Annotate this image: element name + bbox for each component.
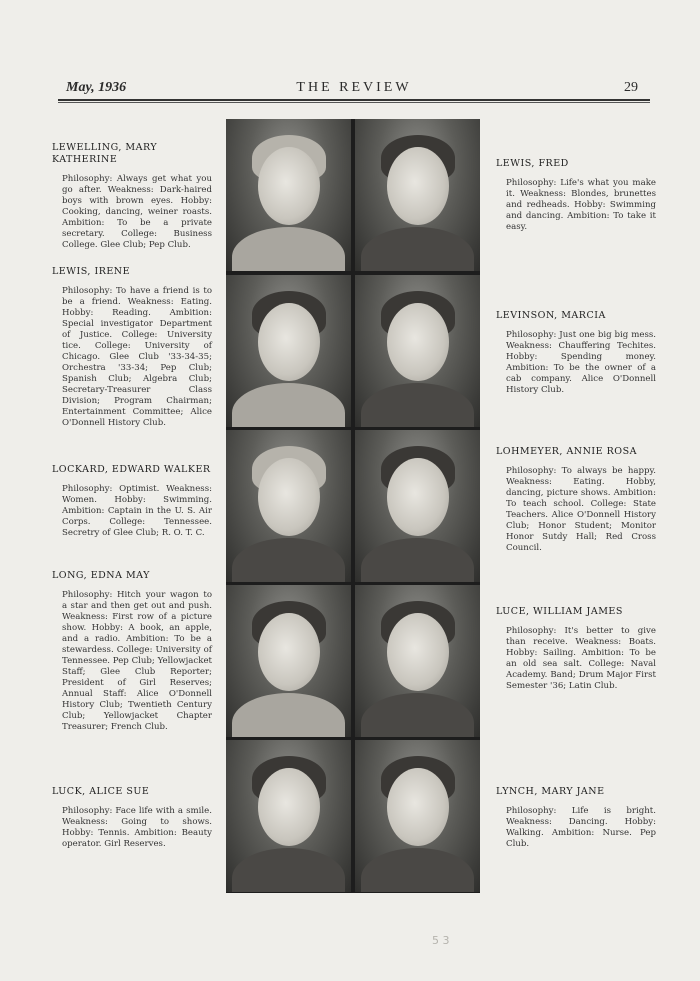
student-entry: [496, 606, 656, 692]
student-name: LOHMEYER, ANNIE ROSA: [496, 446, 637, 457]
publication-title: THE REVIEW: [296, 80, 412, 95]
student-name: LONG, EDNA MAY: [52, 570, 150, 581]
page-number: 29: [624, 80, 638, 95]
portrait-photo: [226, 430, 351, 582]
portrait-photo: [355, 740, 480, 892]
portrait-photo: [226, 275, 351, 427]
student-name: LEWELLING, MARY KATHERINE: [52, 142, 158, 165]
student-entry: [496, 786, 656, 850]
student-name: LYNCH, MARY JANE: [496, 786, 605, 797]
portrait-grid: [226, 119, 480, 893]
student-bio: Philosophy: Life is bright. Weakness: Dancing. Hobby: Walking. Ambition: Nurse. Pep Club.: [506, 806, 656, 849]
portrait-photo: [226, 585, 351, 737]
student-entry: [496, 310, 656, 396]
student-name: LOCKARD, EDWARD WALKER: [52, 464, 211, 475]
student-entry: [52, 464, 212, 539]
student-bio: Philosophy: Face life with a smile. Weakness: Going to shows. Hobby: Tennis. Ambition: Beauty operator. Girl Reserves.: [62, 806, 212, 849]
student-entry: [52, 142, 212, 251]
student-entry: [52, 570, 212, 733]
pencil-mark: 5 3: [432, 934, 450, 947]
portrait-photo: [226, 740, 351, 892]
portrait-photo: [355, 275, 480, 427]
issue-date: May, 1936: [66, 80, 127, 95]
student-bio: Philosophy: Life's what you make it. Weakness: Blondes, brunettes and redheads. Hobby: Swimming and dancing. Ambition: To take it easy.: [506, 178, 656, 232]
student-name: LEVINSON, MARCIA: [496, 310, 606, 321]
portrait-photo: [226, 119, 351, 271]
student-bio: Philosophy: Just one big big mess. Weakness: Chauffering Techites. Hobby: Spending money. Ambition: To be the owner of a cab company. Alice O'Donnell History Club.: [506, 330, 656, 395]
student-name: LEWIS, IRENE: [52, 266, 131, 277]
student-bio: Philosophy: Always get what you go after. Weakness: Dark-haired boys with brown eyes. Hobby: Cooking, dancing, weiner roasts. Ambition: To be a private secretary. College: Business College. Glee Club; Pep Club.: [62, 174, 212, 250]
portrait-photo: [355, 585, 480, 737]
student-name: LEWIS, FRED: [496, 158, 569, 169]
student-bio: Philosophy: To have a friend is to be a friend. Weakness: Eating. Hobby: Reading. Ambition: Special investigator Department of Justice. College: University tice. College: University of Chicago. Glee Club '33-34-35; Orchestra '33-34; Pep Club; Spanish Club; Algebra Club; Secretary-Treasurer Class Division; Program Chairman; Entertainment Committee; Alice O'Donnell History Club.: [62, 286, 212, 428]
student-entry: [52, 266, 212, 429]
student-entry: [496, 446, 656, 554]
student-bio: Philosophy: To always be happy. Weakness: Eating. Hobby, dancing, picture shows. Ambition: To teach school. College: State Teachers. Alice O'Donnell History Club; Honor Student; Monitor Honor Sutdy Hall; Red Cross Council.: [506, 466, 656, 553]
portrait-photo: [355, 119, 480, 271]
portrait-photo: [355, 430, 480, 582]
student-bio: Philosophy: Optimist. Weakness: Women. Hobby: Swimming. Ambition: Captain in the U. S. Air Corps. College: Tennessee. Secretry of Glee Club; R. O. T. C.: [62, 484, 212, 538]
header-rule-thin: [58, 102, 650, 103]
header-rule: [58, 99, 650, 101]
student-bio: Philosophy: Hitch your wagon to a star and then get out and push. Weakness: First row of a picture show. Hobby: A book, an apple, and a radio. Ambition: To be a stewardess. College: University of Tennessee. Pep Club; Yellowjacket Staff; Glee Club Reporter; President of Girl Reserves; Annual Staff: Alice O'Donnell History Club; Twentieth Century Club; Yellowjacket Chapter Treasurer; French Club.: [62, 590, 212, 732]
student-name: LUCE, WILLIAM JAMES: [496, 606, 623, 617]
page-header: [58, 80, 650, 98]
student-entry: [496, 158, 656, 233]
student-name: LUCK, ALICE SUE: [52, 786, 150, 797]
student-bio: Philosophy: It's better to give than receive. Weakness: Boats. Hobby: Sailing. Ambition: To be an old sea salt. College: Naval Academy. Band; Drum Major First Semester '36; Latin Club.: [506, 626, 656, 691]
student-entry: [52, 786, 212, 850]
